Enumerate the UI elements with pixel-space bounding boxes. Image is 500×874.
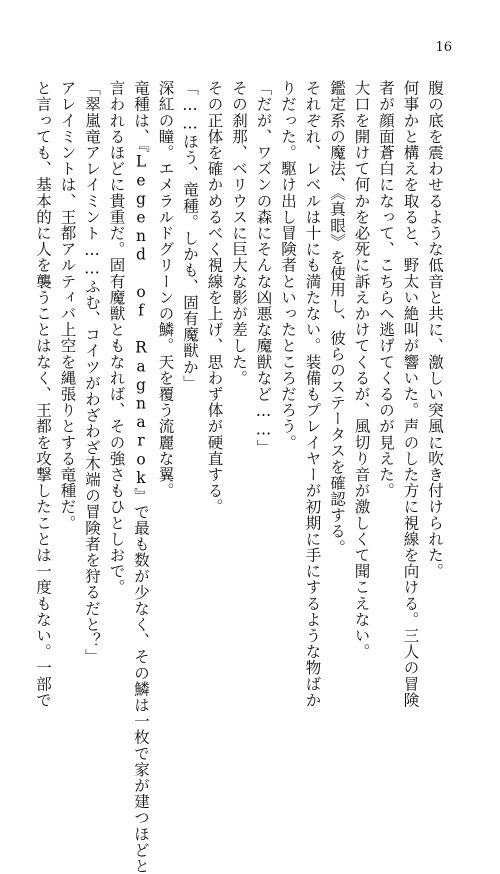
- text-line: 「だが、ワズンの森にそんな凶悪な魔獣など……」: [254, 80, 273, 456]
- text-line: 深紅の瞳。エメラルドグリーンの鱗。天を覆う流麗な翼。: [156, 80, 175, 499]
- text-line: その刹那、ベリウスに巨大な影が差した。: [230, 80, 248, 386]
- text-line: 鑑定系の魔法、《真眼》を使用し、彼らのステータスを確認する。: [328, 80, 346, 556]
- text-line: 何事かと構えを取ると、野太い絶叫が響いた。声のした方に視線を向ける。三人の冒険: [401, 80, 420, 708]
- text-line: 竜種は、『Legend of Ragnarok』で最も数が少なく、その鱗は一枚で家が建つほどと: [132, 80, 150, 874]
- text-line: 「……ほう、竜種。しかも、固有魔獣か」: [181, 80, 199, 391]
- text-line: 言われるほどに貴重だ。固有魔獣ともなれば、その強さもひとしおで。: [107, 80, 126, 596]
- text-line: りだった。駆け出し冒険者といったところだろう。: [279, 80, 297, 451]
- text-line: その正体を確かめるべく視線を上げ、思わず体が硬直する。: [205, 80, 224, 515]
- text-line: 者が顔面蒼白になって、こちらへ逃げてくるのが見えた。: [377, 80, 395, 499]
- body-text: [34, 80, 444, 874]
- text-line: それぞれ、レベルは十にも満たない。装備もプレイヤーが初期に手にするような物ばか: [303, 80, 322, 708]
- text-line: 「翠嵐竜アレイミント……ふむ、コイツがわざわざ木端の冒険者を狩るだと？」: [83, 80, 101, 665]
- text-line: と言っても、基本的に人を襲うことはなく、王都を攻撃したことは一度もない。一部で: [34, 80, 52, 708]
- text-line: アレイミントは、王都アルティバ上空を縄張りとする竜種だ。: [58, 80, 77, 531]
- text-line: 腹の底を震わせるような低音と共に、激しい突風に吹き付けられた。: [426, 80, 444, 580]
- page-number: 16: [435, 40, 452, 55]
- text-line: 大口を開けて何かを必死に訴えかけてくるが、風切り音が激しくて聞こえない。: [352, 80, 371, 660]
